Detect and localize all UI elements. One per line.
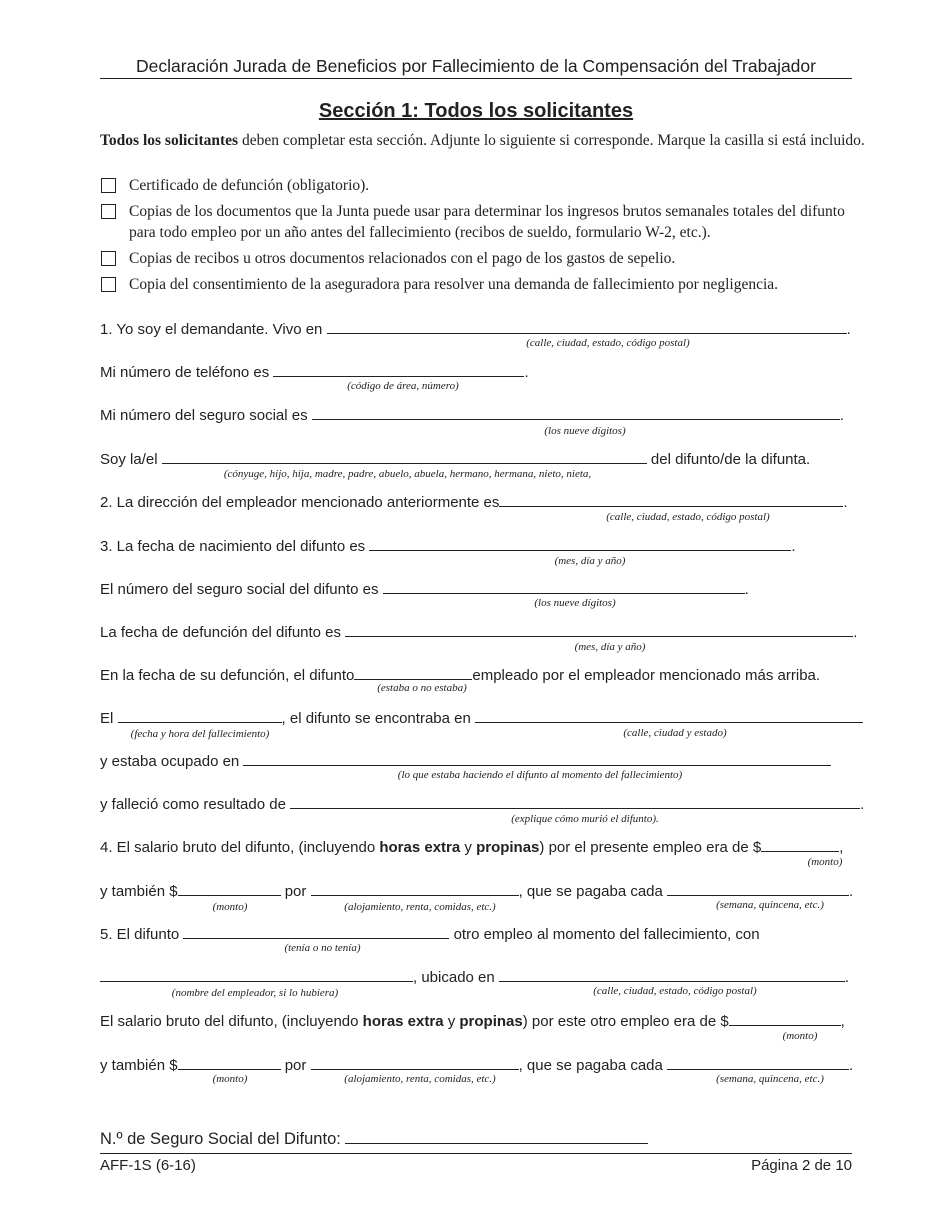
death-date-label: La fecha de defunción del difunto es [100,624,342,641]
deceased-ssn-row: El número del seguro social del difunto es . [100,581,749,598]
extra-paid-label: , que se pagaba cada [518,883,663,900]
page-number: Página 2 de 10 [751,1157,852,1174]
occupied-hint: (lo que estaba haciendo el difunto al momento del fallecimiento) [397,769,683,781]
other-employer-located-label: , ubicado en [413,969,495,986]
employer-address-field[interactable] [499,492,843,507]
footer-ssn-label: N.º de Seguro Social del Difunto: [100,1130,341,1148]
other-period-hint: (semana, quincena, etc.) [716,1073,824,1085]
relationship-row [100,449,810,468]
period-hint: (semana, quincena, etc.) [716,899,824,911]
other-salary-text-post: ) por este otro empleo era de $ [522,1013,729,1030]
pay-period-field[interactable] [667,881,849,896]
other-salary-hint: (monto) [782,1030,818,1042]
form-id: AFF-1S (6-16) [100,1157,196,1174]
death-date-row: La fecha de defunción del difunto es . [100,624,858,641]
other-extra-pay-row: y también $ por , que se pagaba cada . [100,1057,854,1074]
other-employer-row: , ubicado en . [100,967,849,986]
relationship-after: del difunto/de la difunta. [650,451,811,468]
extra-por-label: por [284,883,307,900]
deceased-ssn-hint: (los nueve dígitos) [534,597,616,609]
q1-hint: (calle, ciudad, estado, código postal) [526,337,690,349]
footer-ssn-row [100,1129,648,1149]
employer-name-hint: (nombre del empleador, si lo hubiera) [171,987,339,999]
salary-amount-hint: (monto) [807,856,843,868]
phone-field[interactable] [273,362,524,377]
other-pay-period-field[interactable] [667,1055,849,1070]
death-date-field[interactable] [345,622,853,637]
phone-hint: (código de área, número) [347,380,459,392]
datetime-hint: (fecha y hora del fallecimiento) [130,728,270,740]
footer-rule [100,1153,852,1154]
death-location-row [100,708,863,727]
checklist-item-label: Copia del consentimiento de la aseguradora para resolver una demanda de fallecimiento por negligencia. [129,276,779,293]
other-extra-por-label: por [284,1057,307,1074]
employed-status-field[interactable] [354,665,472,680]
q5-label: 5. El difunto [100,926,180,943]
phone-label: Mi número de teléfono es [100,364,270,381]
relationship-field[interactable] [162,449,647,464]
birth-date-field[interactable] [369,536,791,551]
employed-hint: (estaba o no estaba) [377,682,467,694]
checklist-item-label: Copias de recibos u otros documentos relacionados con el pago de los gastos de sepelio. [129,250,676,267]
cause-label: y falleció como resultado de [100,796,286,813]
occupied-row [100,751,831,770]
section-intro [100,130,890,151]
other-salary-text-pre: El salario bruto del difunto, (incluyendo [100,1013,363,1030]
other-extra-amount-field[interactable] [178,1055,281,1070]
other-salary-bold-overtime: horas extra [362,1013,444,1030]
footer-ssn-field[interactable] [345,1129,648,1144]
lodging-hint: (alojamiento, renta, comidas, etc.) [344,901,496,913]
q2-label: 2. La dirección del empleador mencionado anteriormente es [100,494,500,511]
document-header-title: Declaración Jurada de Beneficios por Fallecimiento de la Compensación del Trabajador [136,56,816,76]
other-employer-field[interactable] [100,967,413,982]
other-extra-paid-label: , que se pagaba cada [518,1057,663,1074]
monto-hint: (monto) [212,901,248,913]
other-salary-text-and: y [443,1013,460,1030]
occupied-label: y estaba ocupado en [100,753,240,770]
other-extra-type-field[interactable] [311,1055,519,1070]
el-mid: , el difunto se encontraba en [281,710,471,727]
header-rule [100,78,852,79]
salary-text-bold-overtime: horas extra [379,839,461,856]
q1-row: 1. Yo soy el demandante. Vivo en . [100,321,851,338]
q2-hint: (calle, ciudad, estado, código postal) [606,511,770,523]
birth-date-label: 3. La fecha de nacimiento del difunto es [100,538,366,555]
intro-text: deben completar esta sección. Adjunte lo siguiente si corresponde. Marque la casilla si está incluido. [238,132,865,149]
employer-address-row: 2. La dirección del empleador mencionado anteriormente es . [100,494,848,511]
deceased-ssn-field[interactable] [383,579,745,594]
salary-row: 4. El salario bruto del difunto, (incluyendo horas extra y propinas) por el presente empleo era de $ , [100,839,844,856]
other-salary-row: El salario bruto del difunto, (incluyendo horas extra y propinas) por este otro empleo era de $ , [100,1013,845,1030]
other-salary-bold-tips: propinas [459,1013,523,1030]
other-lodging-hint: (alojamiento, renta, comidas, etc.) [344,1073,496,1085]
claimant-ssn-field[interactable] [312,405,840,420]
salary-text-bold-tips: propinas [476,839,540,856]
location-hint: (calle, ciudad y estado) [623,727,727,739]
other-extra-also-label: y también $ [100,1057,178,1074]
other-address-hint: (calle, ciudad, estado, código postal) [593,985,757,997]
other-monto-hint: (monto) [212,1073,248,1085]
ssn-hint: (los nueve dígitos) [544,425,626,437]
other-employment-field[interactable] [183,924,449,939]
salary-text-pre: 4. El salario bruto del difunto, (incluyendo [100,839,380,856]
salary-text-post: ) por el presente empleo era de $ [539,839,762,856]
cause-hint: (explique cómo murió el difunto). [511,813,659,825]
checkbox-insurer-consent[interactable] [101,277,116,292]
section-title: Sección 1: Todos los solicitantes [318,100,634,122]
salary-text-and: y [460,839,477,856]
checklist-item-label: Certificado de defunción (obligatorio). [129,177,370,194]
death-date-hint: (mes, día y año) [574,641,646,653]
el-label: El [100,710,114,727]
checkbox-earnings-documents[interactable] [101,204,116,219]
ssn-label: Mi número del seguro social es [100,407,308,424]
checkbox-death-certificate[interactable] [101,178,116,193]
death-location-field[interactable] [475,708,863,723]
cause-row: y falleció como resultado de . [100,796,865,813]
salary-amount-field[interactable] [761,837,839,852]
intro-bold: Todos los solicitantes [100,132,239,149]
claimant-address-field[interactable] [327,319,847,334]
employed-after: empleado por el empleador mencionado más arriba. [472,667,821,684]
employed-label: En la fecha de su defunción, el difunto [100,667,355,684]
extra-type-field[interactable] [311,881,519,896]
cause-of-death-field[interactable] [290,794,860,809]
q5-after: otro empleo al momento del fallecimiento, con [453,926,760,943]
other-employment-row [100,924,760,943]
activity-field[interactable] [243,751,831,766]
ssn-row: Mi número del seguro social es . [100,407,844,424]
phone-row: Mi número de teléfono es . [100,364,529,381]
death-datetime-field[interactable] [118,708,282,723]
extra-also-label: y también $ [100,883,178,900]
relationship-hint: (cónyuge, hijo, hija, madre, padre, abuelo, abuela, hermano, hermana, nieto, nieta, [223,468,592,480]
birth-date-row: 3. La fecha de nacimiento del difunto es . [100,538,796,555]
other-employer-address-field[interactable] [499,967,845,982]
checkbox-burial-receipts[interactable] [101,251,116,266]
checklist-item-label: Copias de los documentos que la Junta puede usar para determinar los ingresos brutos semanales totales del difunto para todo empleo por un año antes del fallecimiento (recibos de sueldo, formulario W-2, etc.). [129,203,845,241]
extra-amount-field[interactable] [178,881,281,896]
deceased-ssn-label: El número del seguro social del difunto es [100,581,379,598]
extra-pay-row: y también $ por , que se pagaba cada . [100,883,854,900]
birth-date-hint: (mes, día y año) [554,555,626,567]
q1-label: 1. Yo soy el demandante. Vivo en [100,321,323,338]
relationship-label: Soy la/el [100,451,158,468]
other-salary-amount-field[interactable] [729,1011,841,1026]
had-hint: (tenía o no tenía) [284,942,361,954]
